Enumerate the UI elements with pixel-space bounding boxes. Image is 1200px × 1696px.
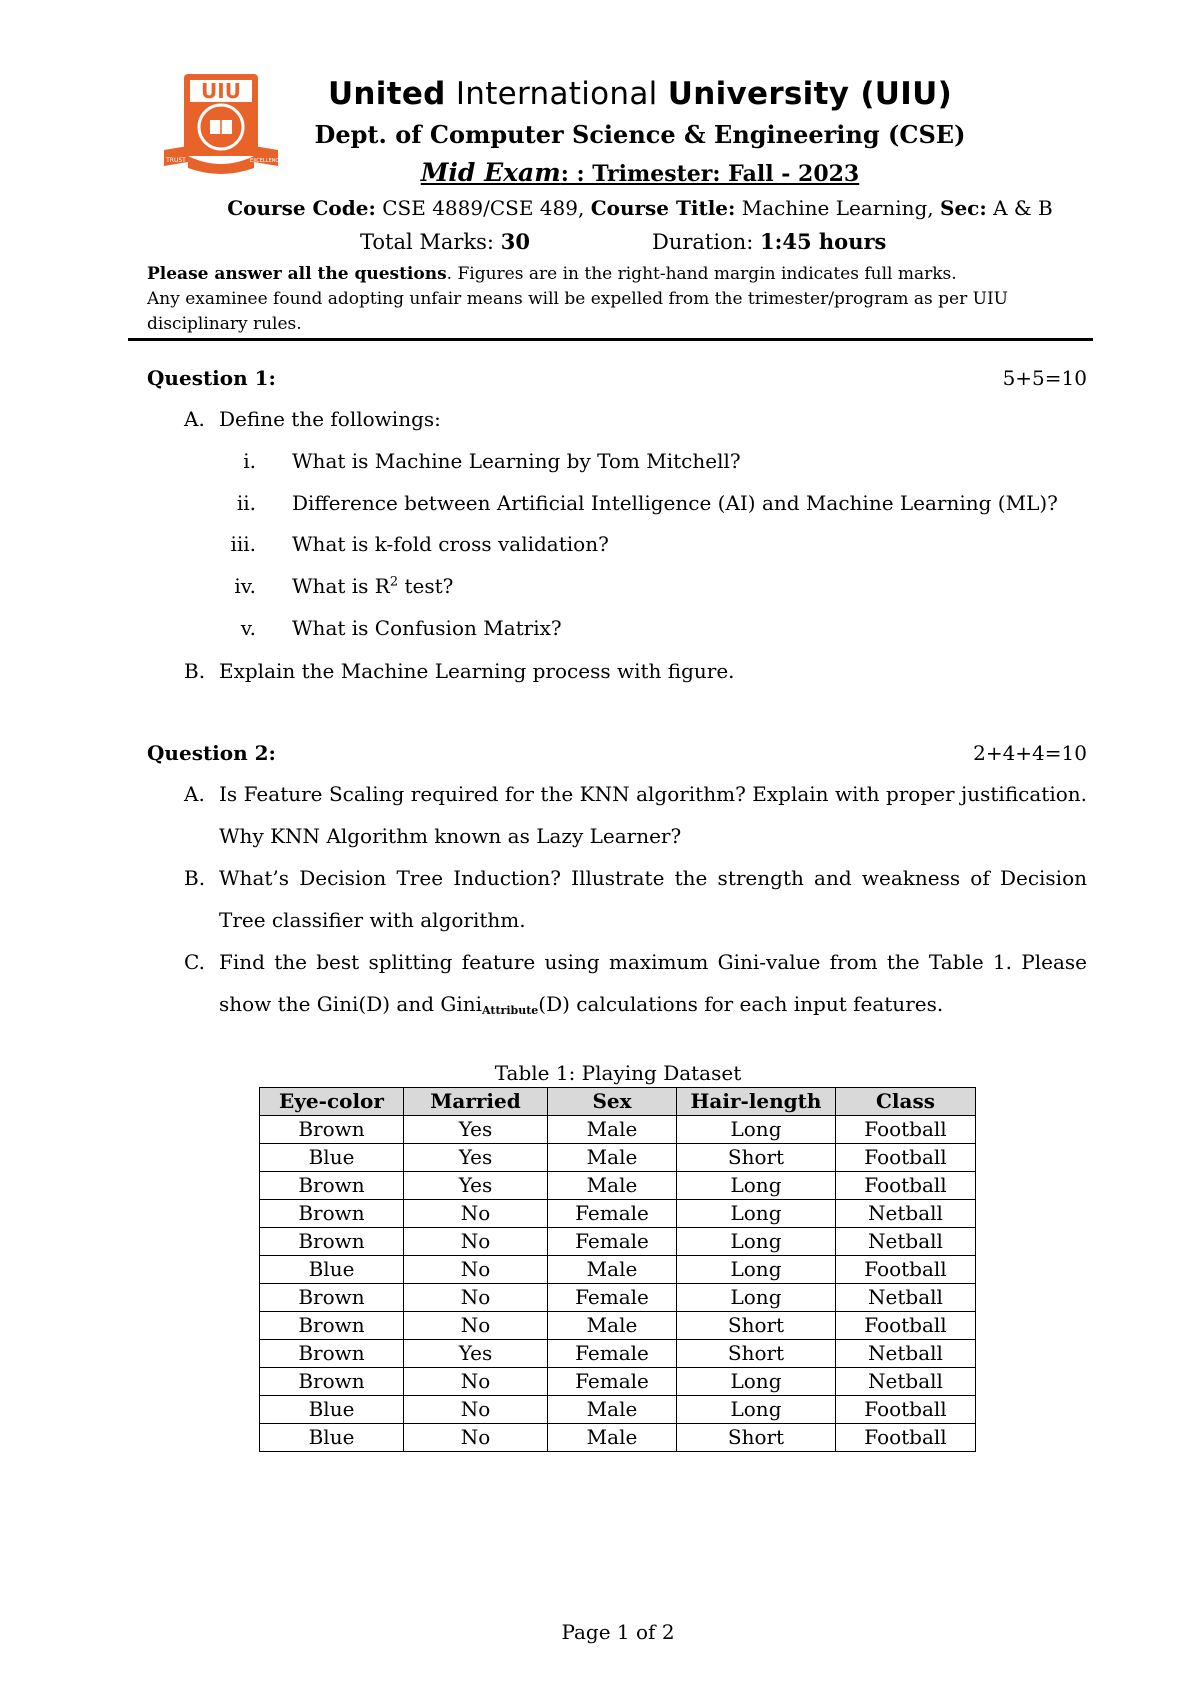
q1-item-number: i. bbox=[243, 449, 256, 473]
table-cell: Brown bbox=[260, 1312, 404, 1340]
q1-item-number: iv. bbox=[234, 574, 256, 598]
column-header: Hair-length bbox=[677, 1088, 836, 1116]
table-cell: Brown bbox=[260, 1228, 404, 1256]
q2-b-label: B. bbox=[184, 866, 206, 890]
q2-a-label: A. bbox=[184, 782, 205, 806]
column-header: Class bbox=[836, 1088, 976, 1116]
column-header: Married bbox=[404, 1088, 548, 1116]
table-header-row bbox=[260, 1088, 976, 1116]
table-cell: Long bbox=[677, 1368, 836, 1396]
table-cell: Brown bbox=[260, 1172, 404, 1200]
q1-b-label: B. bbox=[184, 659, 206, 683]
table-cell: Long bbox=[677, 1256, 836, 1284]
table-row bbox=[260, 1256, 976, 1284]
table-cell: Male bbox=[548, 1424, 677, 1452]
table-row bbox=[260, 1116, 976, 1144]
table-row bbox=[260, 1228, 976, 1256]
q1-item-text: What is k-fold cross validation? bbox=[292, 532, 609, 556]
table-row bbox=[260, 1368, 976, 1396]
table-cell: Short bbox=[677, 1340, 836, 1368]
table-cell: Male bbox=[548, 1172, 677, 1200]
q1-a-label: A. bbox=[184, 407, 205, 431]
table-cell: Brown bbox=[260, 1368, 404, 1396]
exam-title: Mid Exam: : Trimester: Fall - 2023 bbox=[420, 158, 860, 187]
table-cell: Netball bbox=[836, 1368, 976, 1396]
table-cell: Netball bbox=[836, 1340, 976, 1368]
table-cell: Female bbox=[548, 1200, 677, 1228]
table-cell: Male bbox=[548, 1396, 677, 1424]
table-cell: No bbox=[404, 1396, 548, 1424]
table-cell: Female bbox=[548, 1368, 677, 1396]
table-cell: Netball bbox=[836, 1228, 976, 1256]
university-name: United International University (UIU) bbox=[327, 76, 953, 112]
header-divider bbox=[128, 338, 1093, 341]
question-1-header: Question 1: 5+5=10 bbox=[147, 366, 1087, 390]
table-cell: Male bbox=[548, 1116, 677, 1144]
svg-text:UIU: UIU bbox=[201, 79, 241, 103]
table-cell: Blue bbox=[260, 1424, 404, 1452]
table-cell: Long bbox=[677, 1172, 836, 1200]
table-cell: Football bbox=[836, 1116, 976, 1144]
table-cell: Football bbox=[836, 1312, 976, 1340]
table-caption: Table 1: Playing Dataset bbox=[494, 1061, 742, 1085]
q2-a-text: Is Feature Scaling required for the KNN algorithm? Explain with proper justification. Why KNN Algorithm known as Lazy Learner? bbox=[219, 782, 1087, 848]
q2-c-label: C. bbox=[184, 950, 205, 974]
q1-item-text: What is $R^2$ test? bbox=[292, 574, 454, 598]
table-cell: Short bbox=[677, 1312, 836, 1340]
table-cell: No bbox=[404, 1312, 548, 1340]
instructions: Please answer all the questions. Figures are in the right-hand margin indicates full marks. Any examinee found adopting unfair means will be expelled from the trimester/program as per UIU disciplinary rules. bbox=[147, 264, 1008, 334]
table-row bbox=[260, 1396, 976, 1424]
question-2-header: Question 2: 2+4+4=10 bbox=[147, 741, 1087, 765]
table-cell: Long bbox=[677, 1284, 836, 1312]
table-row bbox=[260, 1144, 976, 1172]
table-cell: Brown bbox=[260, 1284, 404, 1312]
duration: Duration: 1:45 hours bbox=[652, 229, 887, 254]
page-number: Page 1 of 2 bbox=[561, 1620, 675, 1644]
q2-c-text: Find the best splitting feature using maximum Gini-value from the Table 1. Please show the Gini(D) and Gini$_{Attribute}$(D) calculations for each input features. bbox=[219, 950, 1087, 1017]
q1-item-number: v. bbox=[240, 616, 256, 640]
q1-item-text: Difference between Artificial Intelligence (AI) and Machine Learning (ML)? bbox=[292, 491, 1058, 515]
svg-text:EXCELLENCE: EXCELLENCE bbox=[250, 158, 282, 164]
q1-b-text: Explain the Machine Learning process with figure. bbox=[219, 659, 735, 683]
table-cell: Blue bbox=[260, 1396, 404, 1424]
table-cell: Netball bbox=[836, 1200, 976, 1228]
table-cell: No bbox=[404, 1256, 548, 1284]
table-cell: Football bbox=[836, 1172, 976, 1200]
table-cell: Yes bbox=[404, 1144, 548, 1172]
table-cell: Short bbox=[677, 1144, 836, 1172]
total-marks: Total Marks: 30 bbox=[360, 229, 530, 254]
q2-b-text: What’s Decision Tree Induction? Illustrate the strength and weakness of Decision Tree classifier with algorithm. bbox=[219, 866, 1087, 932]
table-row bbox=[260, 1172, 976, 1200]
table-cell: Long bbox=[677, 1228, 836, 1256]
table-cell: Blue bbox=[260, 1144, 404, 1172]
table-cell: Blue bbox=[260, 1256, 404, 1284]
table-cell: Female bbox=[548, 1340, 677, 1368]
table-cell: Yes bbox=[404, 1340, 548, 1368]
table-cell: No bbox=[404, 1284, 548, 1312]
table-cell: Long bbox=[677, 1200, 836, 1228]
table-row bbox=[260, 1312, 976, 1340]
table-cell: No bbox=[404, 1200, 548, 1228]
table-cell: Yes bbox=[404, 1172, 548, 1200]
table-cell: Football bbox=[836, 1396, 976, 1424]
svg-text:TRUST: TRUST bbox=[166, 157, 186, 164]
table-cell: Netball bbox=[836, 1284, 976, 1312]
q1-item-number: iii. bbox=[230, 532, 256, 556]
table-cell: Male bbox=[548, 1312, 677, 1340]
table-cell: Brown bbox=[260, 1200, 404, 1228]
department-name: Dept. of Computer Science & Engineering (CSE) bbox=[314, 120, 966, 149]
table-cell: Female bbox=[548, 1228, 677, 1256]
table-cell: Female bbox=[548, 1284, 677, 1312]
table-cell: Yes bbox=[404, 1116, 548, 1144]
table-cell: Short bbox=[677, 1424, 836, 1452]
table-cell: No bbox=[404, 1368, 548, 1396]
column-header: Sex bbox=[548, 1088, 677, 1116]
table-cell: Male bbox=[548, 1256, 677, 1284]
table-cell: Football bbox=[836, 1144, 976, 1172]
playing-dataset-table bbox=[259, 1087, 976, 1452]
table-cell: No bbox=[404, 1228, 548, 1256]
table-row bbox=[260, 1340, 976, 1368]
table-cell: No bbox=[404, 1424, 548, 1452]
table-row bbox=[260, 1424, 976, 1452]
q1-item-text: What is Confusion Matrix? bbox=[292, 616, 562, 640]
table-row bbox=[260, 1200, 976, 1228]
table-cell: Football bbox=[836, 1424, 976, 1452]
table-cell: Male bbox=[548, 1144, 677, 1172]
table-cell: Brown bbox=[260, 1116, 404, 1144]
course-info: Course Code: CSE 4889/CSE 489, Course Title: Machine Learning, Sec: A & B bbox=[227, 196, 1053, 220]
q1-item-number: ii. bbox=[236, 491, 256, 515]
table-cell: Long bbox=[677, 1116, 836, 1144]
table-cell: Brown bbox=[260, 1340, 404, 1368]
table-cell: Football bbox=[836, 1256, 976, 1284]
q1-item-text: What is Machine Learning by Tom Mitchell? bbox=[292, 449, 741, 473]
column-header: Eye-color bbox=[260, 1088, 404, 1116]
table-row bbox=[260, 1284, 976, 1312]
q1-a-text: Define the followings: bbox=[219, 407, 441, 431]
table-cell: Long bbox=[677, 1396, 836, 1424]
